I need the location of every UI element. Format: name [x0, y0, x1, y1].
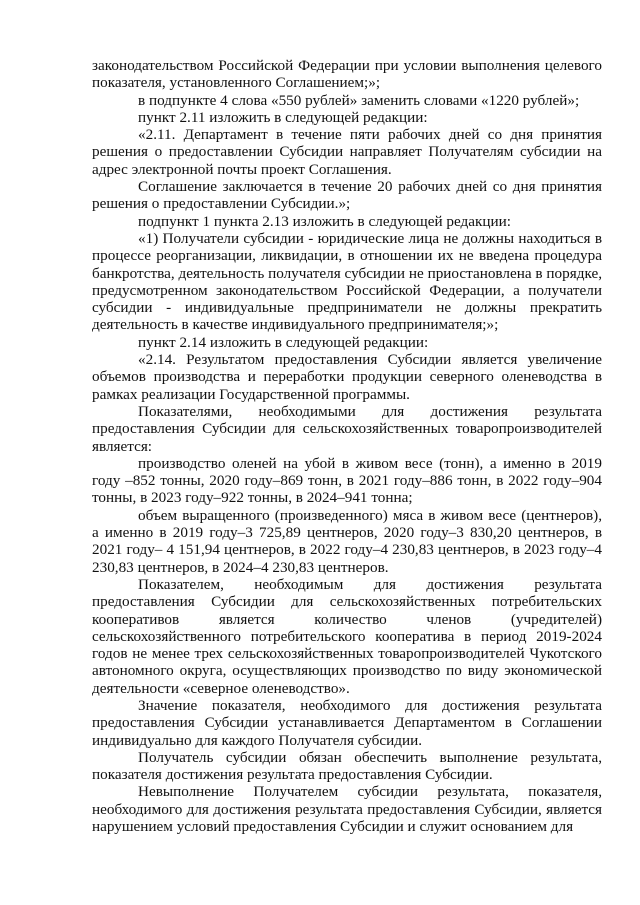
paragraph-2: в подпункте 4 слова «550 рублей» заменить словами «1220 рублей»;	[138, 91, 580, 109]
paragraph-9: «2.14. Результатом предоставления Субсидии является увеличение объемов производства и переработки продукции северного оленеводства в рамках реализации Государственной программы.	[92, 351, 602, 403]
document-body	[92, 57, 602, 835]
paragraph-12: объем выращенного (произведенного) мяса в живом весе (центнеров), а именно в 2019 году–3 725,89 центнеров, 2020 году–3 830,20 центнеров, в 2021 году– 4 151,94 центнеров, в 2022 году–4 230,83 центнеров, в 2023 году–4 230,83 центнеров, в 2024–4 230,83 центнеров.	[92, 506, 602, 576]
paragraph-11: производство оленей на убой в живом весе (тонн), а именно в 2019 году –852 тонны, 2020 году–869 тонн, в 2021 году–886 тонн, в 2022 году–904 тонны, в 2023 году–922 тонны, в 2024–941 тонна;	[92, 454, 602, 507]
paragraph-13: Показателем, необходимым для достижения результата предоставления Субсидии для сельскохозяйственных потребительских кооперативов является количество членов (учредителей) сельскохозяйственного потребительского кооператива в период 2019-2024 годов не менее трех сельскохозяйственных товаропроизводителей Чукотского автономного округа, осуществляющих производство по виду экономической деятельности «северное оленеводство».	[92, 575, 602, 697]
paragraph-7: «1) Получатели субсидии - юридические лица не должны находиться в процессе реорганизации, ликвидации, в отношении их не введена процедура банкротства, деятельность получателя субсидии не приостановлена в порядке, предусмотренном законодательством Российской Федерации, а получатели субсидии - индивидуальные предприниматели не должны прекратить деятельность в качестве индивидуального предпринимателя;»;	[92, 229, 602, 334]
paragraph-6: подпункт 1 пункта 2.13 изложить в следующей редакции:	[138, 212, 511, 230]
paragraph-4: «2.11. Департамент в течение пяти рабочих дней со дня принятия решения о предоставлении Субсидии направляет Получателям субсидии на адрес электронной почты проект Соглашения.	[92, 126, 602, 178]
paragraph-8: пункт 2.14 изложить в следующей редакции:	[138, 333, 429, 351]
paragraph-10: Показателями, необходимыми для достижения результата предоставления Субсидии для сельскохозяйственных товаропроизводителей является:	[92, 402, 602, 455]
paragraph-3: пункт 2.11 изложить в следующей редакции:	[138, 108, 428, 126]
paragraph-15: Получатель субсидии обязан обеспечить выполнение результата, показателя достижения результата предоставления Субсидии.	[92, 748, 602, 784]
paragraph-14: Значение показателя, необходимого для достижения результата предоставления Субсидии устанавливается Департаментом в Соглашении индивидуально для каждого Получателя субсидии.	[92, 696, 602, 749]
paragraph-1: законодательством Российской Федерации при условии выполнения целевого показателя, установленного Соглашением;»;	[92, 57, 602, 92]
paragraph-16: Невыполнение Получателем субсидии результата, показателя, необходимого для достижения результата предоставления Субсидии, является нарушением условий предоставления Субсидии и служит основанием для	[92, 783, 602, 836]
paragraph-5: Соглашение заключается в течение 20 рабочих дней со дня принятия решения о предоставлении Субсидии.»;	[92, 178, 602, 213]
